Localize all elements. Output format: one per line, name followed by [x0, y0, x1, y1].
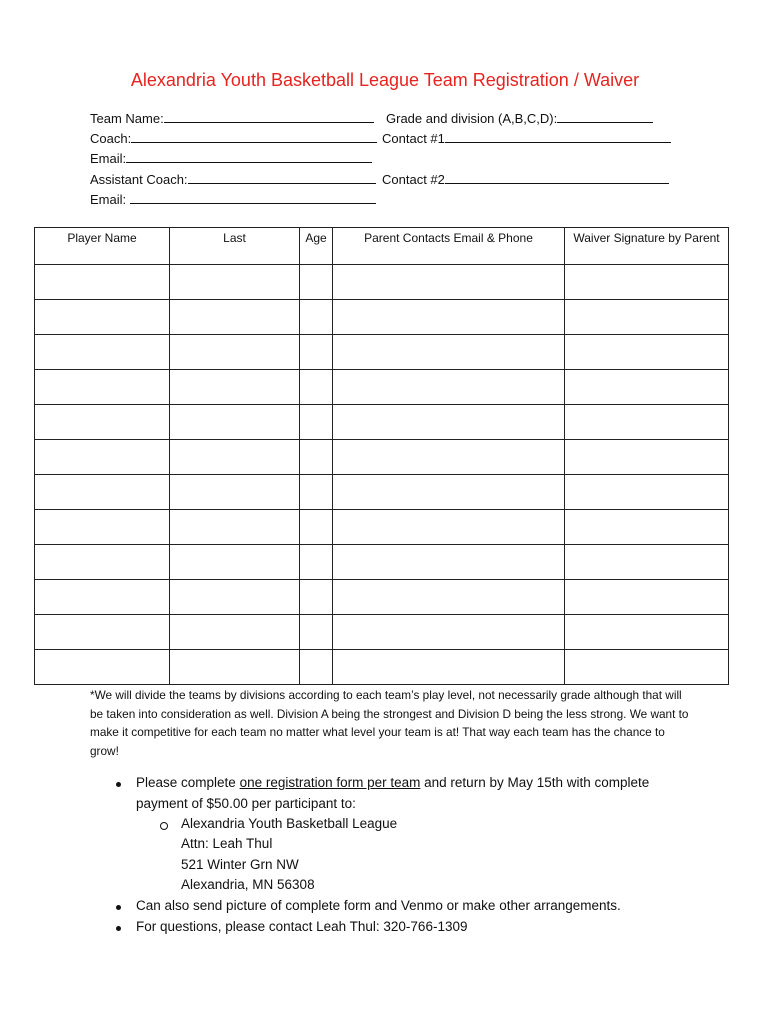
table-cell[interactable] — [300, 510, 333, 545]
roster-table — [34, 227, 729, 685]
contact1-label: Contact #1 — [382, 131, 445, 146]
instruction-item-1 — [136, 775, 649, 790]
address-line-4: Alexandria, MN 56308 — [181, 877, 315, 892]
table-cell[interactable] — [565, 370, 729, 405]
table-cell[interactable] — [35, 475, 170, 510]
table-cell[interactable] — [333, 370, 565, 405]
table-cell[interactable] — [565, 475, 729, 510]
contact1-field[interactable] — [382, 130, 671, 146]
email1-label: Email: — [90, 151, 127, 166]
table-row — [35, 580, 729, 615]
table-cell[interactable] — [300, 335, 333, 370]
table-cell[interactable] — [565, 300, 729, 335]
email1-field[interactable] — [90, 150, 372, 166]
table-cell[interactable] — [170, 510, 300, 545]
table-cell[interactable] — [300, 300, 333, 335]
assistant-coach-line[interactable] — [188, 171, 376, 184]
table-cell[interactable] — [333, 335, 565, 370]
page-title: Alexandria Youth Basketball League Team Registration / Waiver — [130, 70, 640, 90]
team-name-label: Team Name: — [90, 111, 164, 126]
col-age: Age — [300, 228, 333, 265]
table-cell[interactable] — [300, 475, 333, 510]
table-cell[interactable] — [170, 615, 300, 650]
table-cell[interactable] — [170, 405, 300, 440]
email2-line[interactable] — [130, 191, 376, 204]
coach-field[interactable] — [90, 130, 377, 146]
table-cell[interactable] — [565, 545, 729, 580]
table-row — [35, 440, 729, 475]
table-cell[interactable] — [333, 580, 565, 615]
table-cell[interactable] — [300, 370, 333, 405]
table-row — [35, 405, 729, 440]
coach-label: Coach: — [90, 131, 132, 146]
contact2-field[interactable] — [382, 171, 669, 187]
table-cell[interactable] — [170, 440, 300, 475]
table-cell[interactable] — [35, 335, 170, 370]
table-cell[interactable] — [565, 405, 729, 440]
grade-division-label: Grade and division (A,B,C,D): — [386, 111, 558, 126]
assistant-coach-label: Assistant Coach: — [90, 172, 188, 187]
address-line-1: Alexandria Youth Basketball League — [181, 816, 398, 831]
table-cell[interactable] — [333, 510, 565, 545]
instruction-item-2: Can also send picture of complete form and Venmo or make other arrangements. — [136, 898, 621, 913]
table-cell[interactable] — [35, 510, 170, 545]
grade-division-line[interactable] — [557, 110, 653, 123]
col-player-name: Player Name — [35, 228, 170, 265]
table-cell[interactable] — [300, 405, 333, 440]
team-name-line[interactable] — [164, 110, 374, 123]
table-row — [35, 545, 729, 580]
table-cell[interactable] — [565, 650, 729, 685]
table-cell[interactable] — [300, 650, 333, 685]
coach-line[interactable] — [131, 130, 377, 143]
email1-line[interactable] — [126, 150, 372, 163]
table-cell[interactable] — [300, 545, 333, 580]
table-cell[interactable] — [333, 265, 565, 300]
table-cell[interactable] — [35, 615, 170, 650]
table-row — [35, 475, 729, 510]
instruction-text: Please complete — [136, 775, 240, 790]
table-cell[interactable] — [333, 650, 565, 685]
table-row — [35, 650, 729, 685]
contact2-label: Contact #2 — [382, 172, 445, 187]
instruction-item-1-line2: payment of $50.00 per participant to: — [136, 796, 356, 811]
table-row — [35, 510, 729, 545]
bullet-icon — [116, 905, 121, 910]
table-cell[interactable] — [565, 615, 729, 650]
bullet-icon — [116, 782, 121, 787]
table-cell[interactable] — [565, 580, 729, 615]
table-cell[interactable] — [333, 405, 565, 440]
col-last: Last — [170, 228, 300, 265]
table-cell[interactable] — [35, 440, 170, 475]
table-cell[interactable] — [170, 370, 300, 405]
table-cell[interactable] — [565, 335, 729, 370]
contact2-line[interactable] — [445, 171, 669, 184]
table-cell[interactable] — [35, 580, 170, 615]
contact1-line[interactable] — [445, 130, 671, 143]
table-cell[interactable] — [333, 615, 565, 650]
roster-body — [35, 265, 729, 685]
table-cell[interactable] — [300, 265, 333, 300]
table-cell[interactable] — [565, 510, 729, 545]
table-cell[interactable] — [170, 650, 300, 685]
table-cell[interactable] — [35, 545, 170, 580]
instruction-emphasis: one registration form per team — [239, 775, 421, 790]
team-name-field[interactable] — [90, 110, 374, 126]
table-cell[interactable] — [35, 300, 170, 335]
table-cell[interactable] — [333, 545, 565, 580]
email2-field[interactable] — [90, 191, 376, 207]
table-cell[interactable] — [333, 440, 565, 475]
address-line-2: Attn: Leah Thul — [181, 836, 273, 851]
table-cell[interactable] — [565, 440, 729, 475]
sub-bullet-icon — [160, 822, 168, 830]
table-cell[interactable] — [170, 580, 300, 615]
table-row — [35, 335, 729, 370]
table-cell[interactable] — [333, 475, 565, 510]
col-parent-contacts: Parent Contacts Email & Phone — [333, 228, 565, 265]
instruction-text: and return by May 15th with complete — [420, 775, 650, 790]
table-cell[interactable] — [170, 265, 300, 300]
table-cell[interactable] — [300, 440, 333, 475]
table-cell[interactable] — [170, 335, 300, 370]
table-cell[interactable] — [300, 615, 333, 650]
bullet-icon — [116, 926, 121, 931]
email2-label: Email: — [90, 192, 127, 207]
table-row — [35, 370, 729, 405]
table-cell[interactable] — [35, 265, 170, 300]
col-waiver-signature: Waiver Signature by Parent — [565, 228, 729, 265]
table-cell[interactable] — [35, 650, 170, 685]
table-row — [35, 300, 729, 335]
grade-division-field[interactable] — [386, 110, 653, 126]
table-cell[interactable] — [565, 265, 729, 300]
table-cell[interactable] — [300, 580, 333, 615]
table-cell[interactable] — [170, 475, 300, 510]
assistant-coach-field[interactable] — [90, 171, 376, 187]
address-line-3: 521 Winter Grn NW — [181, 857, 299, 872]
table-cell[interactable] — [170, 545, 300, 580]
table-cell[interactable] — [333, 300, 565, 335]
instruction-item-3: For questions, please contact Leah Thul: 320-766-1309 — [136, 919, 468, 934]
table-cell[interactable] — [170, 300, 300, 335]
table-row — [35, 265, 729, 300]
table-cell[interactable] — [35, 370, 170, 405]
division-note: *We will divide the teams by divisions according to each team’s play level, not necessarily grade although that will be taken into consideration as well. Division A being the strongest and Division D being the less strong. We want to make it competitive for each team no matter what level your team is at! That way each team has the chance to grow! — [90, 688, 689, 758]
table-header-row — [35, 228, 729, 265]
table-row — [35, 615, 729, 650]
table-cell[interactable] — [35, 405, 170, 440]
